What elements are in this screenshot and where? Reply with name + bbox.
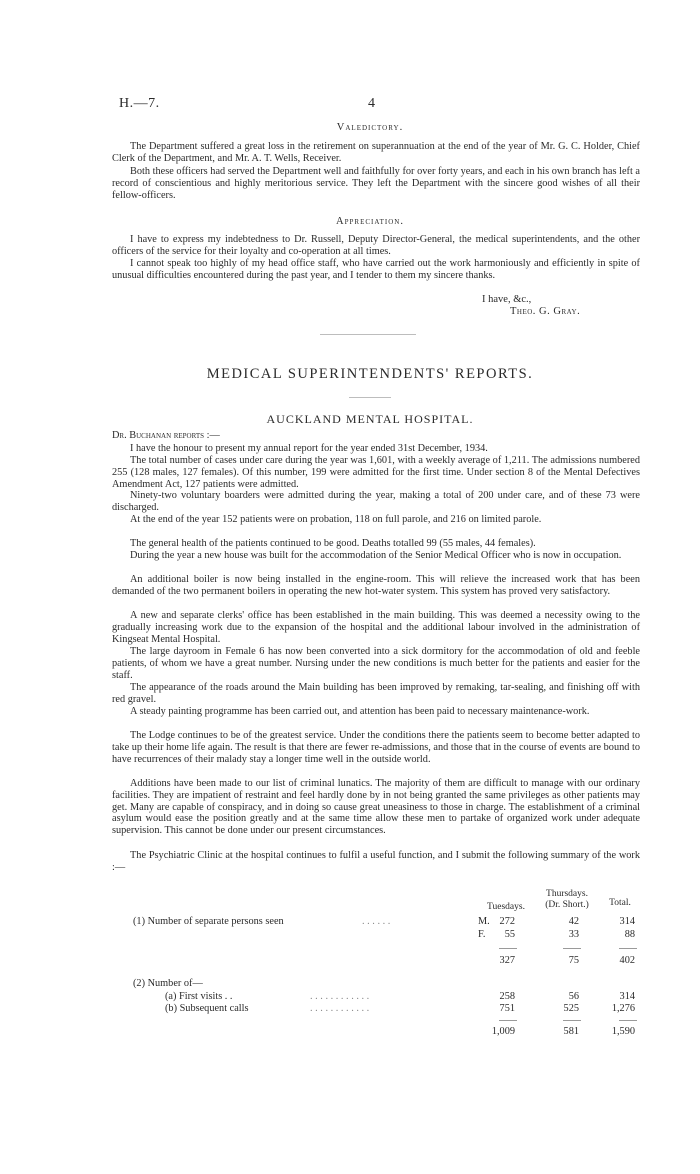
rule-row1-total (619, 948, 637, 949)
row1-f-tuesdays: 55 (504, 929, 515, 940)
report-paragraph-13: Additions have been made to our list of criminal lunatics. The majority of them are difficult to manage with our ordinary facilities. They are impatient of restraint and feel hardly done by in not being granted the same privileges as other patients may get. Many are capable of conspiracy, and in doing so cause great uneasiness to those in charge. The establishment of a criminal asylum would ease the position greatly and at the same time allow these men to partake of organized work under adequate supervision. This cannot be done under our present circumstances. (112, 778, 640, 837)
valedictory-paragraph-2: Both these officers had served the Department well and faithfully for over forty years, and each in his own branch has left a record of conscientious and highly meritorious service. They left the Department with the sincere good wishes of all their fellow-officers. (112, 166, 640, 201)
appreciation-paragraph-2: I cannot speak too highly of my head office staff, who have carried out the work harmoniously and efficiently in spite of unusual difficulties encountered during the past year, and I tender to them my sincere thanks. (112, 258, 640, 281)
row1-total-thursdays: 75 (568, 955, 579, 966)
row1-f-thursdays: 33 (568, 929, 579, 940)
reporter-line (112, 430, 640, 442)
report-paragraph-8: A new and separate clerks' office has been established in the main building. This was deemed a necessity owing to the gradually increasing work due to the expansion of the hospital and the additional labour involved in the administration of Kingseat Mental Hospital. (112, 610, 640, 645)
rule-row2-total (619, 1020, 637, 1021)
reports-title: MEDICAL SUPERINTENDENTS' REPORTS. (206, 366, 534, 382)
reporter-text: Dr. Buchanan reports :— (112, 430, 220, 441)
hospital-title: AUCKLAND MENTAL HOSPITAL. (266, 412, 474, 426)
row1-m-total: 314 (619, 916, 635, 927)
row1-m-sex: M. (478, 916, 490, 927)
report-paragraph-2: The total number of cases under care during the year was 1,601, with a weekly average of 1,211. The admissions numbered 255 (128 males, 127 females). Of this number, 199 were admitted for the first time. Under section 8 of the Mental Defectives Amendment Act, 127 patients were admitted. (112, 455, 640, 490)
rule-row2-tuesdays (499, 1020, 517, 1021)
appreciation-heading: Appreciation. (336, 216, 404, 227)
row1-leader: . . . . . . (362, 916, 391, 927)
row1-m-thursdays: 42 (568, 916, 579, 927)
row2-total-tuesdays: 1,009 (491, 1026, 515, 1037)
row2-total-total: 1,590 (611, 1026, 635, 1037)
row2b-label: (b) Subsequent calls (165, 1003, 249, 1014)
report-paragraph-9: The large dayroom in Female 6 has now been converted into a sick dormitory for the accommodation of old and feeble patients, of whom we have a great number. Nursing under the new conditions is much better for the patients and easier for the staff. (112, 646, 640, 681)
row2b-tuesdays: 751 (499, 1003, 515, 1014)
valedictory-heading: Valedictory. (336, 122, 404, 133)
closing-line: I have, &c., (482, 294, 532, 305)
rule-row1-thursdays (563, 948, 581, 949)
row1-total-tuesdays: 327 (499, 955, 515, 966)
row2b-thursdays: 525 (563, 1003, 579, 1014)
col-header-total: Total. (609, 898, 631, 908)
report-paragraph-5: The general health of the patients continued to be good. Deaths totalled 99 (55 males, 44 females). (130, 538, 536, 549)
signature: Theo. G. Gray. (510, 306, 581, 317)
row1-total-total: 402 (619, 955, 635, 966)
report-paragraph-10: The appearance of the roads around the Main building has been improved by remaking, tar-sealing, and finishing off with red gravel. (112, 682, 640, 705)
row2a-total: 314 (619, 991, 635, 1002)
page-number: 4 (368, 96, 375, 111)
appreciation-paragraph-1: I have to express my indebtedness to Dr. Russell, Deputy Director-General, the medical superintendents, and the other officers of the service for their loyalty and co-operation at all times. (112, 234, 640, 257)
row2a-thursdays: 56 (568, 991, 579, 1002)
col-header-thursdays-line2: (Dr. Short.) (545, 900, 589, 910)
rule-row2-thursdays (563, 1020, 581, 1021)
report-paragraph-11: A steady painting programme has been carried out, and attention has been paid to necessary maintenance-work. (130, 706, 590, 717)
row1-label: (1) Number of separate persons seen (133, 916, 284, 927)
report-paragraph-14: The Psychiatric Clinic at the hospital continues to fulfil a useful function, and I submit the following summary of the work :— (112, 850, 640, 873)
row2a-label: (a) First visits . . (165, 991, 233, 1002)
section-divider (320, 334, 416, 335)
row1-f-sex: F. (478, 929, 486, 940)
row2b-leader: . . . . . . . . . . . . (310, 1003, 370, 1014)
report-paragraph-3: Ninety-two voluntary boarders were admitted during the year, making a total of 200 under care, and of these 73 were discharged. (112, 490, 640, 513)
report-paragraph-12: The Lodge continues to be of the greatest service. Under the conditions there the patients seem to become better adapted to take up their home life again. The result is that there are fewer re-admissions, and those that in the course of events are bound to have recurrences of their malady stay a longer time well in the outside world. (112, 730, 640, 765)
valedictory-paragraph-1: The Department suffered a great loss in the retirement on superannuation at the end of the year of Mr. G. C. Holder, Chief Clerk of the Department, and Mr. A. T. Wells, Receiver. (112, 141, 640, 164)
row2-label: (2) Number of— (133, 978, 203, 989)
row1-f-total: 88 (624, 929, 635, 940)
report-paragraph-6: During the year a new house was built for the accommodation of the Senior Medical Officer who is now in occupation. (130, 550, 622, 561)
row2b-total: 1,276 (611, 1003, 635, 1014)
col-header-thursdays-line1: Thursdays. (546, 889, 588, 899)
report-paragraph-7: An additional boiler is now being installed in the engine-room. This will relieve the increased work that has been demanded of the two permanent boilers in operating the new hot-water system. This system has proved very satisfactory. (112, 574, 640, 597)
page-reference: H.—7. (119, 96, 160, 111)
col-header-tuesdays: Tuesdays. (487, 902, 525, 912)
title-divider (349, 397, 391, 398)
row1-m-tuesdays: 272 (499, 916, 515, 927)
row2-total-thursdays: 581 (563, 1026, 579, 1037)
rule-row1-tuesdays (499, 948, 517, 949)
row2a-tuesdays: 258 (499, 991, 515, 1002)
row2a-leader: . . . . . . . . . . . . (310, 991, 370, 1002)
report-paragraph-1: I have the honour to present my annual report for the year ended 31st December, 1934. (130, 443, 488, 454)
report-paragraph-4: At the end of the year 152 patients were on probation, 118 on full parole, and 216 on limited parole. (130, 514, 542, 525)
